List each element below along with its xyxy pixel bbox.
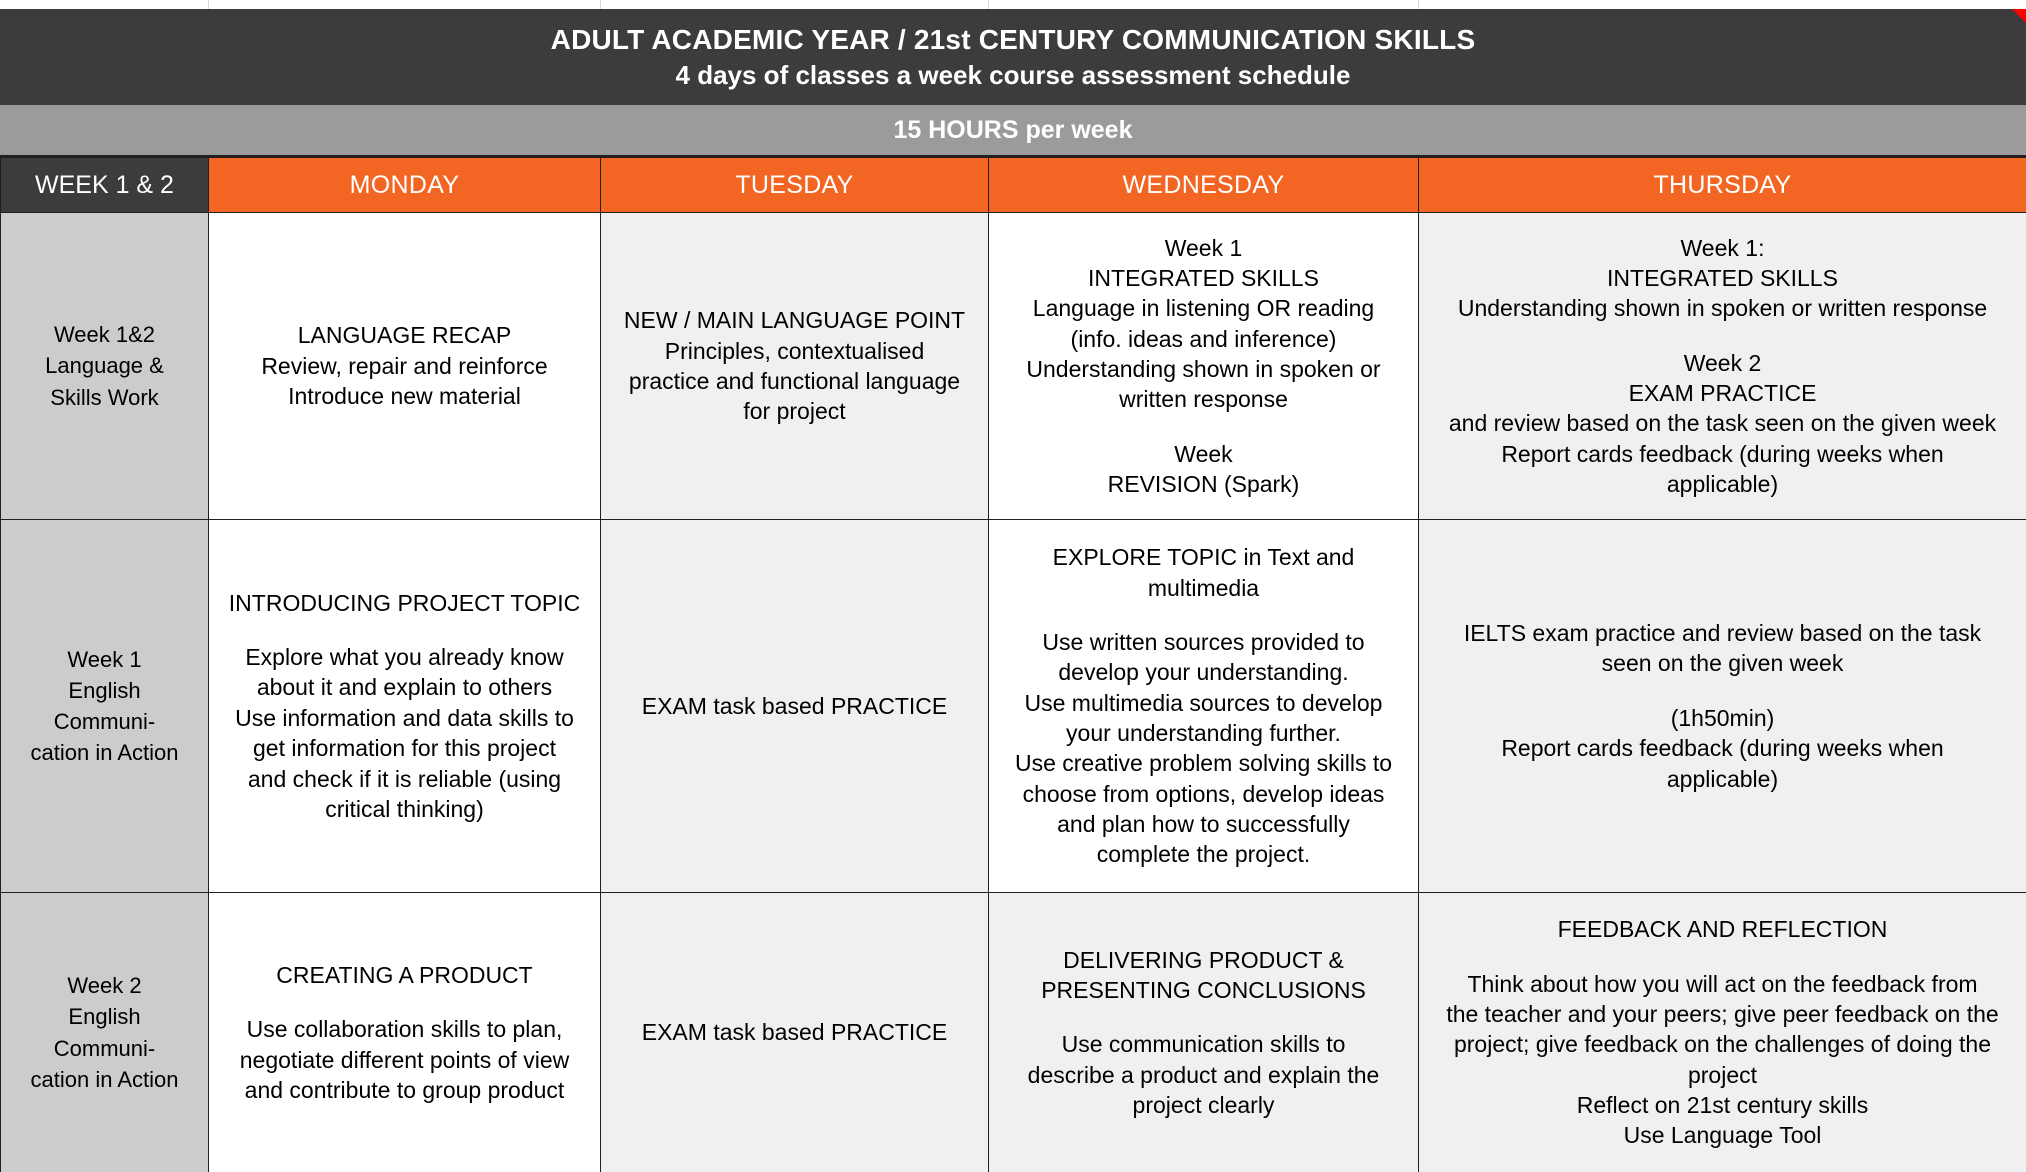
- line-spacer: [999, 1005, 1408, 1029]
- cell-line: Use information and data skills to: [235, 704, 574, 731]
- cell-line: Communi-: [53, 1035, 156, 1061]
- cell-line: English: [68, 677, 141, 703]
- cell-line: (info. ideas and inference): [1070, 325, 1337, 352]
- cell-line: project; give feedback on the challenges of doing the: [1453, 1031, 1992, 1058]
- cell-line: REVISION (Spark): [1107, 471, 1300, 498]
- cell-line: multimedia: [1147, 574, 1260, 601]
- header-thursday: THURSDAY: [1419, 158, 2026, 213]
- header-monday: MONDAY: [209, 158, 601, 213]
- cell-line: and check if it is reliable (using: [247, 765, 562, 792]
- cell-line: Week 2: [67, 973, 142, 999]
- cell-line: cation in Action: [30, 1066, 179, 1092]
- cell-line: Week 1: [1164, 234, 1243, 261]
- sheet-gridline: [208, 0, 209, 9]
- cell-line: Week 1:: [1680, 234, 1765, 261]
- cell-line: get information for this project: [253, 735, 556, 762]
- cell-line: about it and explain to others: [256, 674, 553, 701]
- cell-line: DELIVERING PRODUCT &: [1063, 946, 1344, 973]
- cell-line: Use Language Tool: [1623, 1122, 1822, 1149]
- cell-line: Communi-: [53, 709, 156, 734]
- cell-line: critical thinking): [325, 795, 484, 822]
- cell-line: CREATING A PRODUCT: [276, 961, 533, 988]
- cell-line: Language &: [45, 353, 164, 379]
- cell-line: complete the project.: [1096, 841, 1311, 868]
- cell-line: Use collaboration skills to plan,: [246, 1016, 563, 1043]
- cell-week1-wednesday: [989, 520, 1419, 893]
- cell-week2-tuesday: [601, 893, 989, 1172]
- assessment-schedule-table: [0, 157, 2026, 1172]
- cell-line: EXAM task based PRACTICE: [641, 692, 948, 719]
- cell-line: Report cards feedback (during weeks when: [1501, 735, 1944, 762]
- cell-line: seen on the given week: [1601, 650, 1844, 677]
- cell-week2-wednesday: [989, 893, 1419, 1172]
- cell-line: practice and functional language: [628, 368, 961, 394]
- cell-week12-thursday: [1419, 213, 2026, 520]
- cell-line: describe a product and explain the: [1027, 1061, 1380, 1088]
- cell-week1-tuesday: [601, 520, 989, 893]
- cell-line: applicable): [1666, 765, 1779, 792]
- cell-line: Understanding shown in spoken or: [1026, 356, 1381, 382]
- cell-line: Language in listening OR reading: [1032, 295, 1375, 322]
- cell-week1-thursday: [1419, 520, 2026, 893]
- cell-line: for project: [743, 398, 846, 425]
- cell-line: English: [68, 1004, 141, 1030]
- line-spacer: [999, 415, 1408, 439]
- header-wednesday: WEDNESDAY: [989, 158, 1419, 213]
- cell-week12-monday: [209, 213, 601, 520]
- cell-line: EXAM PRACTICE: [1628, 380, 1817, 406]
- line-spacer: [1429, 945, 2016, 969]
- cell-week2-thursday: [1419, 893, 2026, 1172]
- course-title: ADULT ACADEMIC YEAR / 21st CENTURY COMMUNICATION SKILLS: [550, 24, 1476, 56]
- cell-line: develop your understanding.: [1058, 659, 1349, 686]
- corner-marker-icon: [2012, 9, 2026, 23]
- line-spacer: [999, 603, 1408, 627]
- cell-line: Reflect on 21st century skills: [1576, 1092, 1869, 1119]
- table-row: [1, 213, 2026, 520]
- row-label-week-1: [1, 520, 209, 893]
- cell-line: Principles, contextualised: [664, 337, 925, 364]
- cell-line: FEEDBACK AND REFLECTION: [1557, 916, 1888, 943]
- cell-line: Review, repair and reinforce: [261, 352, 548, 379]
- cell-line: and plan how to successfully: [1057, 811, 1350, 838]
- cell-line: project: [1687, 1061, 1758, 1088]
- header-week-range: WEEK 1 & 2: [1, 158, 209, 213]
- cell-line: Use communication skills to: [1061, 1031, 1346, 1058]
- title-banner: [0, 9, 2026, 105]
- table-header-row: [1, 158, 2026, 213]
- cell-line: Introduce new material: [288, 383, 521, 410]
- cell-line: Think about how you will act on the feedback from: [1467, 970, 1978, 997]
- cell-line: your understanding further.: [1066, 720, 1341, 746]
- line-spacer: [1429, 324, 2016, 348]
- cell-line: applicable): [1666, 471, 1779, 498]
- cell-line: written response: [1119, 386, 1288, 413]
- cell-line: INTEGRATED SKILLS: [1607, 264, 1838, 291]
- cell-line: Week: [1174, 440, 1233, 467]
- hours-banner: [0, 105, 2026, 157]
- hours-label: 15 HOURS per week: [893, 115, 1133, 144]
- cell-line: LANGUAGE RECAP: [297, 322, 512, 349]
- cell-line: and contribute to group product: [244, 1076, 565, 1103]
- table-row: [1, 893, 2026, 1172]
- cell-line: EXAM task based PRACTICE: [641, 1019, 948, 1046]
- line-spacer: [1429, 679, 2016, 703]
- cell-line: Report cards feedback (during weeks when: [1501, 440, 1944, 467]
- cell-line: Skills Work: [50, 384, 159, 410]
- cell-week2-monday: [209, 893, 601, 1172]
- cell-line: and review based on the task seen on the given week: [1448, 410, 1997, 437]
- cell-line: INTEGRATED SKILLS: [1088, 264, 1319, 291]
- cell-line: PRESENTING CONCLUSIONS: [1041, 976, 1366, 1003]
- cell-line: EXPLORE TOPIC in Text and: [1052, 544, 1355, 571]
- cell-line: negotiate different points of view: [239, 1046, 570, 1073]
- sheet-gridline: [988, 0, 989, 9]
- row-label-week-2: [1, 893, 209, 1172]
- line-spacer: [219, 990, 590, 1014]
- cell-line: Use written sources provided to: [1042, 628, 1365, 655]
- line-spacer: [219, 618, 590, 642]
- cell-line: Use creative problem solving skills to: [1014, 750, 1393, 777]
- cell-line: cation in Action: [30, 740, 179, 766]
- cell-line: Week 2: [1683, 349, 1762, 376]
- cell-line: IELTS exam practice and review based on the task: [1463, 620, 1982, 647]
- cell-line: Use multimedia sources to develop: [1024, 689, 1383, 716]
- course-subtitle: 4 days of classes a week course assessment schedule: [675, 60, 1351, 91]
- cell-line: (1h50min): [1670, 704, 1775, 731]
- table-row: [1, 520, 2026, 893]
- header-tuesday: TUESDAY: [601, 158, 989, 213]
- cell-line: Understanding shown in spoken or written response: [1457, 295, 1988, 322]
- cell-line: NEW / MAIN LANGUAGE POINT: [623, 307, 966, 334]
- sheet-gridline: [600, 0, 601, 9]
- cell-line: Explore what you already know: [245, 644, 564, 671]
- cell-line: project clearly: [1132, 1092, 1275, 1119]
- cell-line: choose from options, develop ideas: [1022, 780, 1385, 807]
- cell-week12-tuesday: [601, 213, 989, 520]
- cell-line: the teacher and your peers; give peer feedback on the: [1446, 1000, 1999, 1027]
- row-label-week-1-2: [1, 213, 209, 520]
- cell-week1-monday: [209, 520, 601, 893]
- cell-week12-wednesday: [989, 213, 1419, 520]
- cell-line: INTRODUCING PROJECT TOPIC: [228, 589, 581, 616]
- cell-line: Week 1: [67, 646, 142, 672]
- cell-line: Week 1&2: [53, 322, 156, 348]
- sheet-gridline: [1418, 0, 1419, 9]
